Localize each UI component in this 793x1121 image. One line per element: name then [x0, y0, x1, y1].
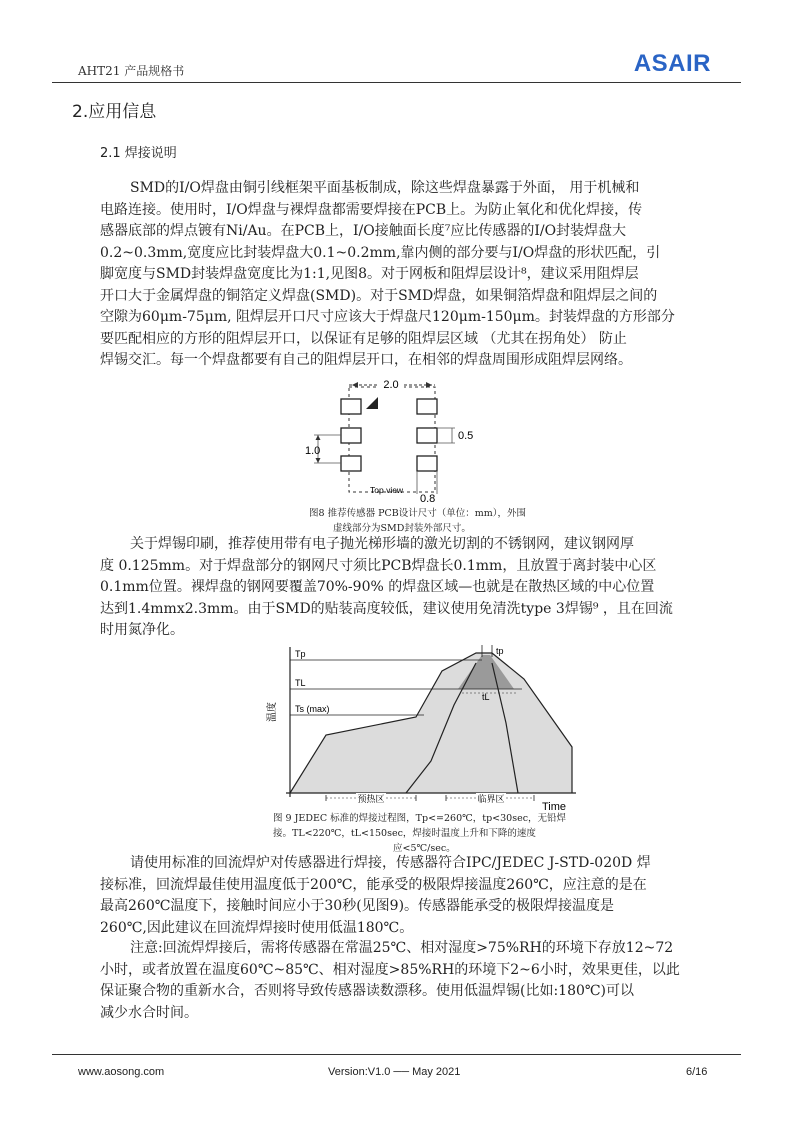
text-line: 0.1mm位置。裸焊盘的钢网要覆盖70%-90% 的焊盘区域—也就是在散热区域的中心位置: [100, 579, 655, 595]
pad: [417, 399, 437, 414]
text-line: 开口大于金属焊盘的铜箔定义焊盘(SMD)。对于SMD焊盘，如果铜箔焊盘和阻焊层之间的: [100, 287, 658, 304]
pitch-dimension-label: 1.0: [305, 445, 321, 457]
text-line: 保证聚合物的重新水合，否则将导致传感器读数漂移。使用低温焊锡(比如:180℃)可以: [100, 983, 635, 999]
pad: [341, 428, 361, 443]
paragraph-solder-printing: [100, 534, 716, 642]
pcb-footprint-diagram: [300, 378, 480, 506]
text-line: 度 0.125mm。对于焊盘部分的钢网尺寸须比PCB焊盘长0.1mm，且放置于离封装中心区: [100, 557, 657, 574]
text-line: 260℃,因此建议在回流焊焊接时使用低温180℃。: [100, 919, 414, 936]
top-view-label: Top view: [370, 485, 404, 495]
text-line: 减少水合时间。: [100, 1004, 198, 1021]
pad: [341, 399, 361, 414]
pad: [341, 456, 361, 471]
pin1-marker-icon: [366, 397, 378, 409]
header-divider: [52, 82, 741, 83]
text-line: 感器底部的焊点镀有Ni/Au。在PCB上，I/O接触面长度⁷应比传感器的I/O封装焊盘大: [100, 223, 627, 239]
text-line: 时用氮净化。: [100, 622, 184, 638]
text-line: 焊锡交汇。每一个焊盘都要有自己的阻焊层开口，在相邻的焊盘周围形成阻焊层网络。: [100, 352, 632, 368]
pad-height-label: 0.5: [458, 430, 474, 442]
text-line: 接标准，回流焊最佳使用温度低于200℃，能承受的极限焊接温度260℃，应注意的是在: [100, 876, 647, 893]
pad: [417, 456, 437, 471]
footer-version: Version:V1.0 ── May 2021: [328, 1066, 461, 1078]
figure9-caption: [273, 811, 573, 856]
ts-label: Ts (max): [295, 704, 330, 714]
caption-line: 应<5℃/sec。: [393, 843, 456, 854]
critical-zone-label: 临界区: [477, 794, 505, 804]
arrow-up-icon: [316, 435, 321, 440]
text-line: 电路连接。使用时，I/O焊盘与裸焊盘都需要焊接在PCB上。为防止氧化和优化焊接，传: [100, 201, 643, 218]
figure8-caption: [309, 506, 569, 536]
tp-time-label: tp: [496, 646, 504, 656]
reflow-profile-chart: [266, 643, 586, 815]
document-title: AHT21 产品规格书: [78, 64, 185, 78]
text-line: 关于焊锡印刷，推荐使用带有电子抛光梯形墙的激光切割的不锈钢网，建议钢网厚: [130, 536, 634, 552]
arrow-down-icon: [316, 458, 321, 463]
caption-line: 虚线部分为SMD封装外部尺寸。: [333, 523, 471, 534]
caption-line: 图8 推荐传感器 PCB设计尺寸（单位：mm），外围: [309, 508, 526, 519]
tl-time-label: tL: [482, 692, 490, 702]
text-line: 脚宽度与SMD封装焊盘宽度比为1:1,见图8。对于网板和阻焊层设计⁸，建议采用阻焊层: [100, 266, 639, 282]
section-title: 2.应用信息: [72, 102, 157, 122]
text-line: SMD的I/O焊盘由铜引线框架平面基板制成，除这些焊盘暴露于外面， 用于机械和: [130, 180, 640, 196]
text-line: 请使用标准的回流焊炉对传感器进行焊接，传感器符合IPC/JEDEC J-STD-020D 焊: [130, 855, 651, 871]
y-axis-label: 温度: [267, 702, 278, 722]
company-logo: ASAIR: [633, 50, 711, 77]
tl-label: TL: [295, 678, 306, 688]
paragraph-soldering-intro: [100, 178, 716, 372]
paragraph-reflow-temperature: [100, 853, 716, 939]
page-number: 6/16: [686, 1066, 708, 1078]
pad: [417, 428, 437, 443]
text-line: 达到1.4mmx2.3mm。由于SMD的贴装高度较低，建议使用免清洗type 3焊锡⁹ ，且在回流: [100, 600, 673, 617]
text-line: 空隙为60μm-75μm, 阻焊层开口尺寸应该大于焊盘尺120μm-150μm。封装焊盘的方形部分: [100, 309, 675, 325]
pad-width-label: 0.8: [420, 493, 436, 505]
x-axis-label: Time: [542, 801, 567, 813]
text-line: 注意:回流焊焊接后，需将传感器在常温25℃、相对湿度>75%RH的环境下存放12~72: [130, 940, 674, 956]
footer-divider: [52, 1054, 741, 1055]
subsection-title: 2.1 焊接说明: [100, 146, 177, 161]
text-line: 0.2~0.3mm,宽度应比封装焊盘大0.1~0.2mm,靠内侧的部分要与I/O焊盘的形状匹配，引: [100, 244, 661, 261]
text-line: 要匹配相应的方形的阻焊层开口，以保证有足够的阻焊层区域 （尤其在拐角处） 防止: [100, 330, 627, 347]
caption-line: 接。TL<220℃，tL<150sec，焊接时温度上升和下降的速度: [273, 828, 536, 839]
profile-area-fill: [290, 653, 572, 793]
footer-website: www.aosong.com: [78, 1066, 165, 1078]
preheat-zone-label: 预热区: [357, 794, 385, 804]
caption-line: 图 9 JEDEC 标准的焊接过程图，Tp<=260℃，tp<30sec，无铅焊: [273, 813, 567, 824]
text-line: 最高260℃温度下，接触时间应小于30秒(见图9)。传感器能承受的极限焊接温度是: [100, 898, 615, 914]
tp-label: Tp: [295, 649, 306, 659]
paragraph-rehydration-note: [100, 938, 716, 1024]
width-dimension-label: 2.0: [383, 379, 399, 391]
text-line: 小时，或者放置在温度60℃~85℃、相对湿度>85%RH的环境下2~6小时，效果更佳，以此: [100, 961, 680, 978]
